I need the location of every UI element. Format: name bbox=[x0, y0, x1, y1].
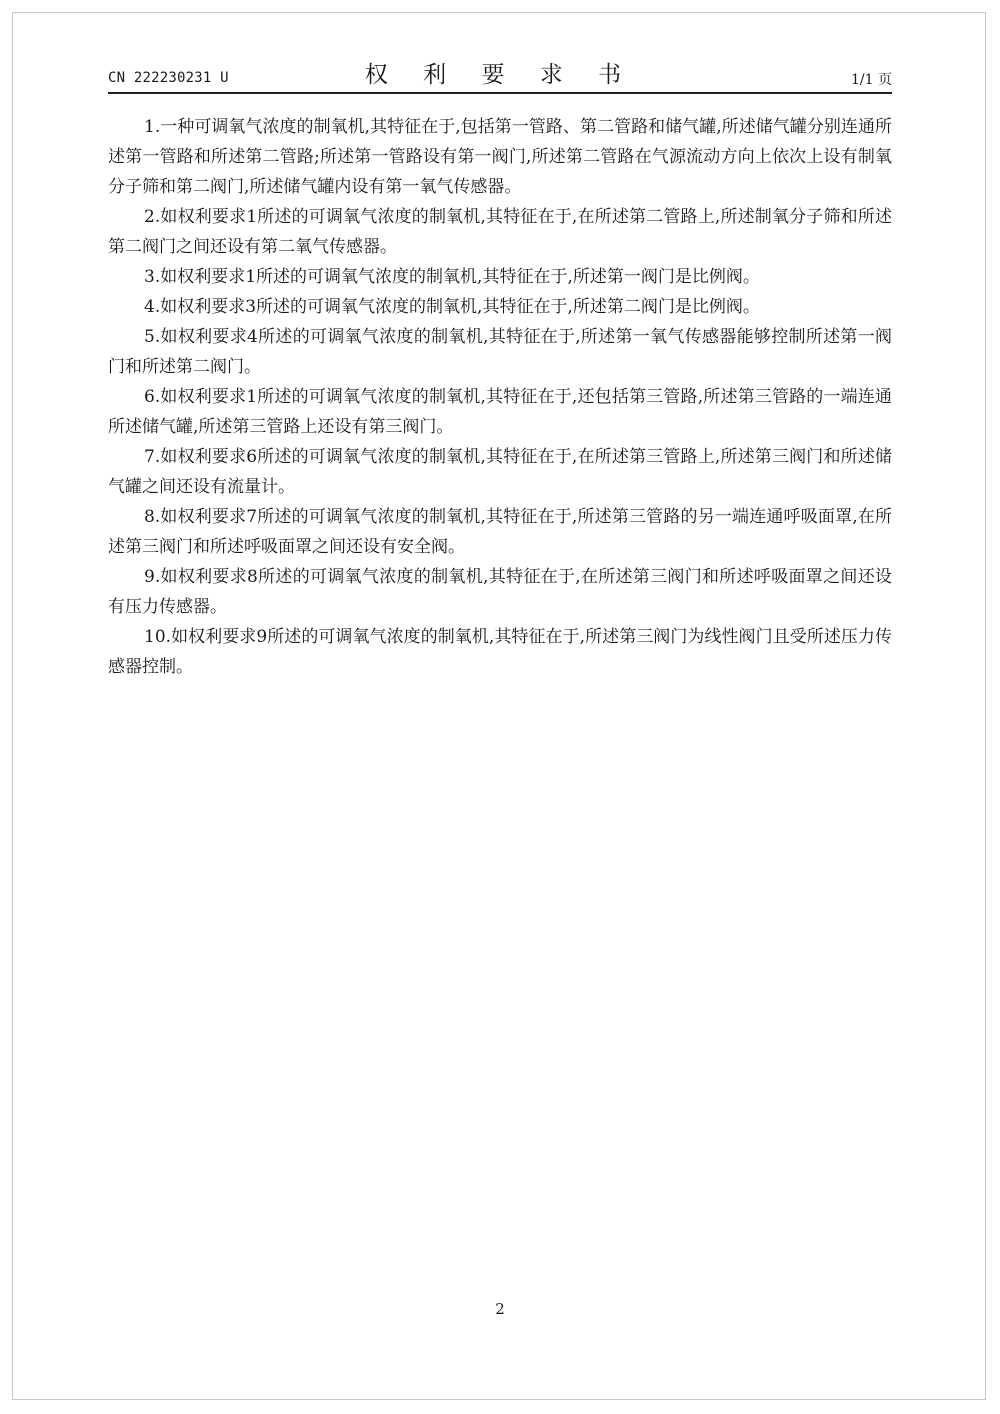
claim-2: 2.如权利要求1所述的可调氧气浓度的制氧机,其特征在于,在所述第二管路上,所述制氧分子筛和所述第二阀门之间还设有第二氧气传感器。 bbox=[108, 207, 892, 257]
claim-3: 3.如权利要求1所述的可调氧气浓度的制氧机,其特征在于,所述第一阀门是比例阀。 bbox=[144, 267, 760, 287]
claim-1: 1.一种可调氧气浓度的制氧机,其特征在于,包括第一管路、第二管路和储气罐,所述储气罐分别连通所述第一管路和所述第二管路;所述第一管路设有第一阀门,所述第二管路在气源流动方向上依次上设有制氧分子筛和第二阀门,所述储气罐内设有第一氧气传感器。 bbox=[108, 117, 892, 197]
document-title: 权 利 要 求 书 bbox=[364, 62, 636, 88]
claim-8: 8.如权利要求7所述的可调氧气浓度的制氧机,其特征在于,所述第三管路的另一端连通呼吸面罩,在所述第三阀门和所述呼吸面罩之间还设有安全阀。 bbox=[108, 507, 892, 557]
claim-7: 7.如权利要求6所述的可调氧气浓度的制氧机,其特征在于,在所述第三管路上,所述第三阀门和所述储气罐之间还设有流量计。 bbox=[108, 447, 892, 497]
claims-list bbox=[108, 112, 892, 682]
page-header bbox=[108, 56, 892, 92]
claim-5: 5.如权利要求4所述的可调氧气浓度的制氧机,其特征在于,所述第一氧气传感器能够控制所述第一阀门和所述第二阀门。 bbox=[108, 327, 892, 377]
claim-9: 9.如权利要求8所述的可调氧气浓度的制氧机,其特征在于,在所述第三阀门和所述呼吸面罩之间还设有压力传感器。 bbox=[108, 567, 892, 617]
claim-10: 10.如权利要求9所述的可调氧气浓度的制氧机,其特征在于,所述第三阀门为线性阀门且受所述压力传感器控制。 bbox=[108, 627, 892, 677]
document-number: CN 222230231 U bbox=[108, 70, 229, 86]
header-divider bbox=[108, 92, 892, 94]
claim-6: 6.如权利要求1所述的可调氧气浓度的制氧机,其特征在于,还包括第三管路,所述第三管路的一端连通所述储气罐,所述第三管路上还设有第三阀门。 bbox=[108, 387, 892, 437]
page-number: 2 bbox=[495, 1300, 505, 1318]
page-count: 1/1 页 bbox=[851, 72, 892, 88]
claim-4: 4.如权利要求3所述的可调氧气浓度的制氧机,其特征在于,所述第二阀门是比例阀。 bbox=[144, 297, 760, 317]
